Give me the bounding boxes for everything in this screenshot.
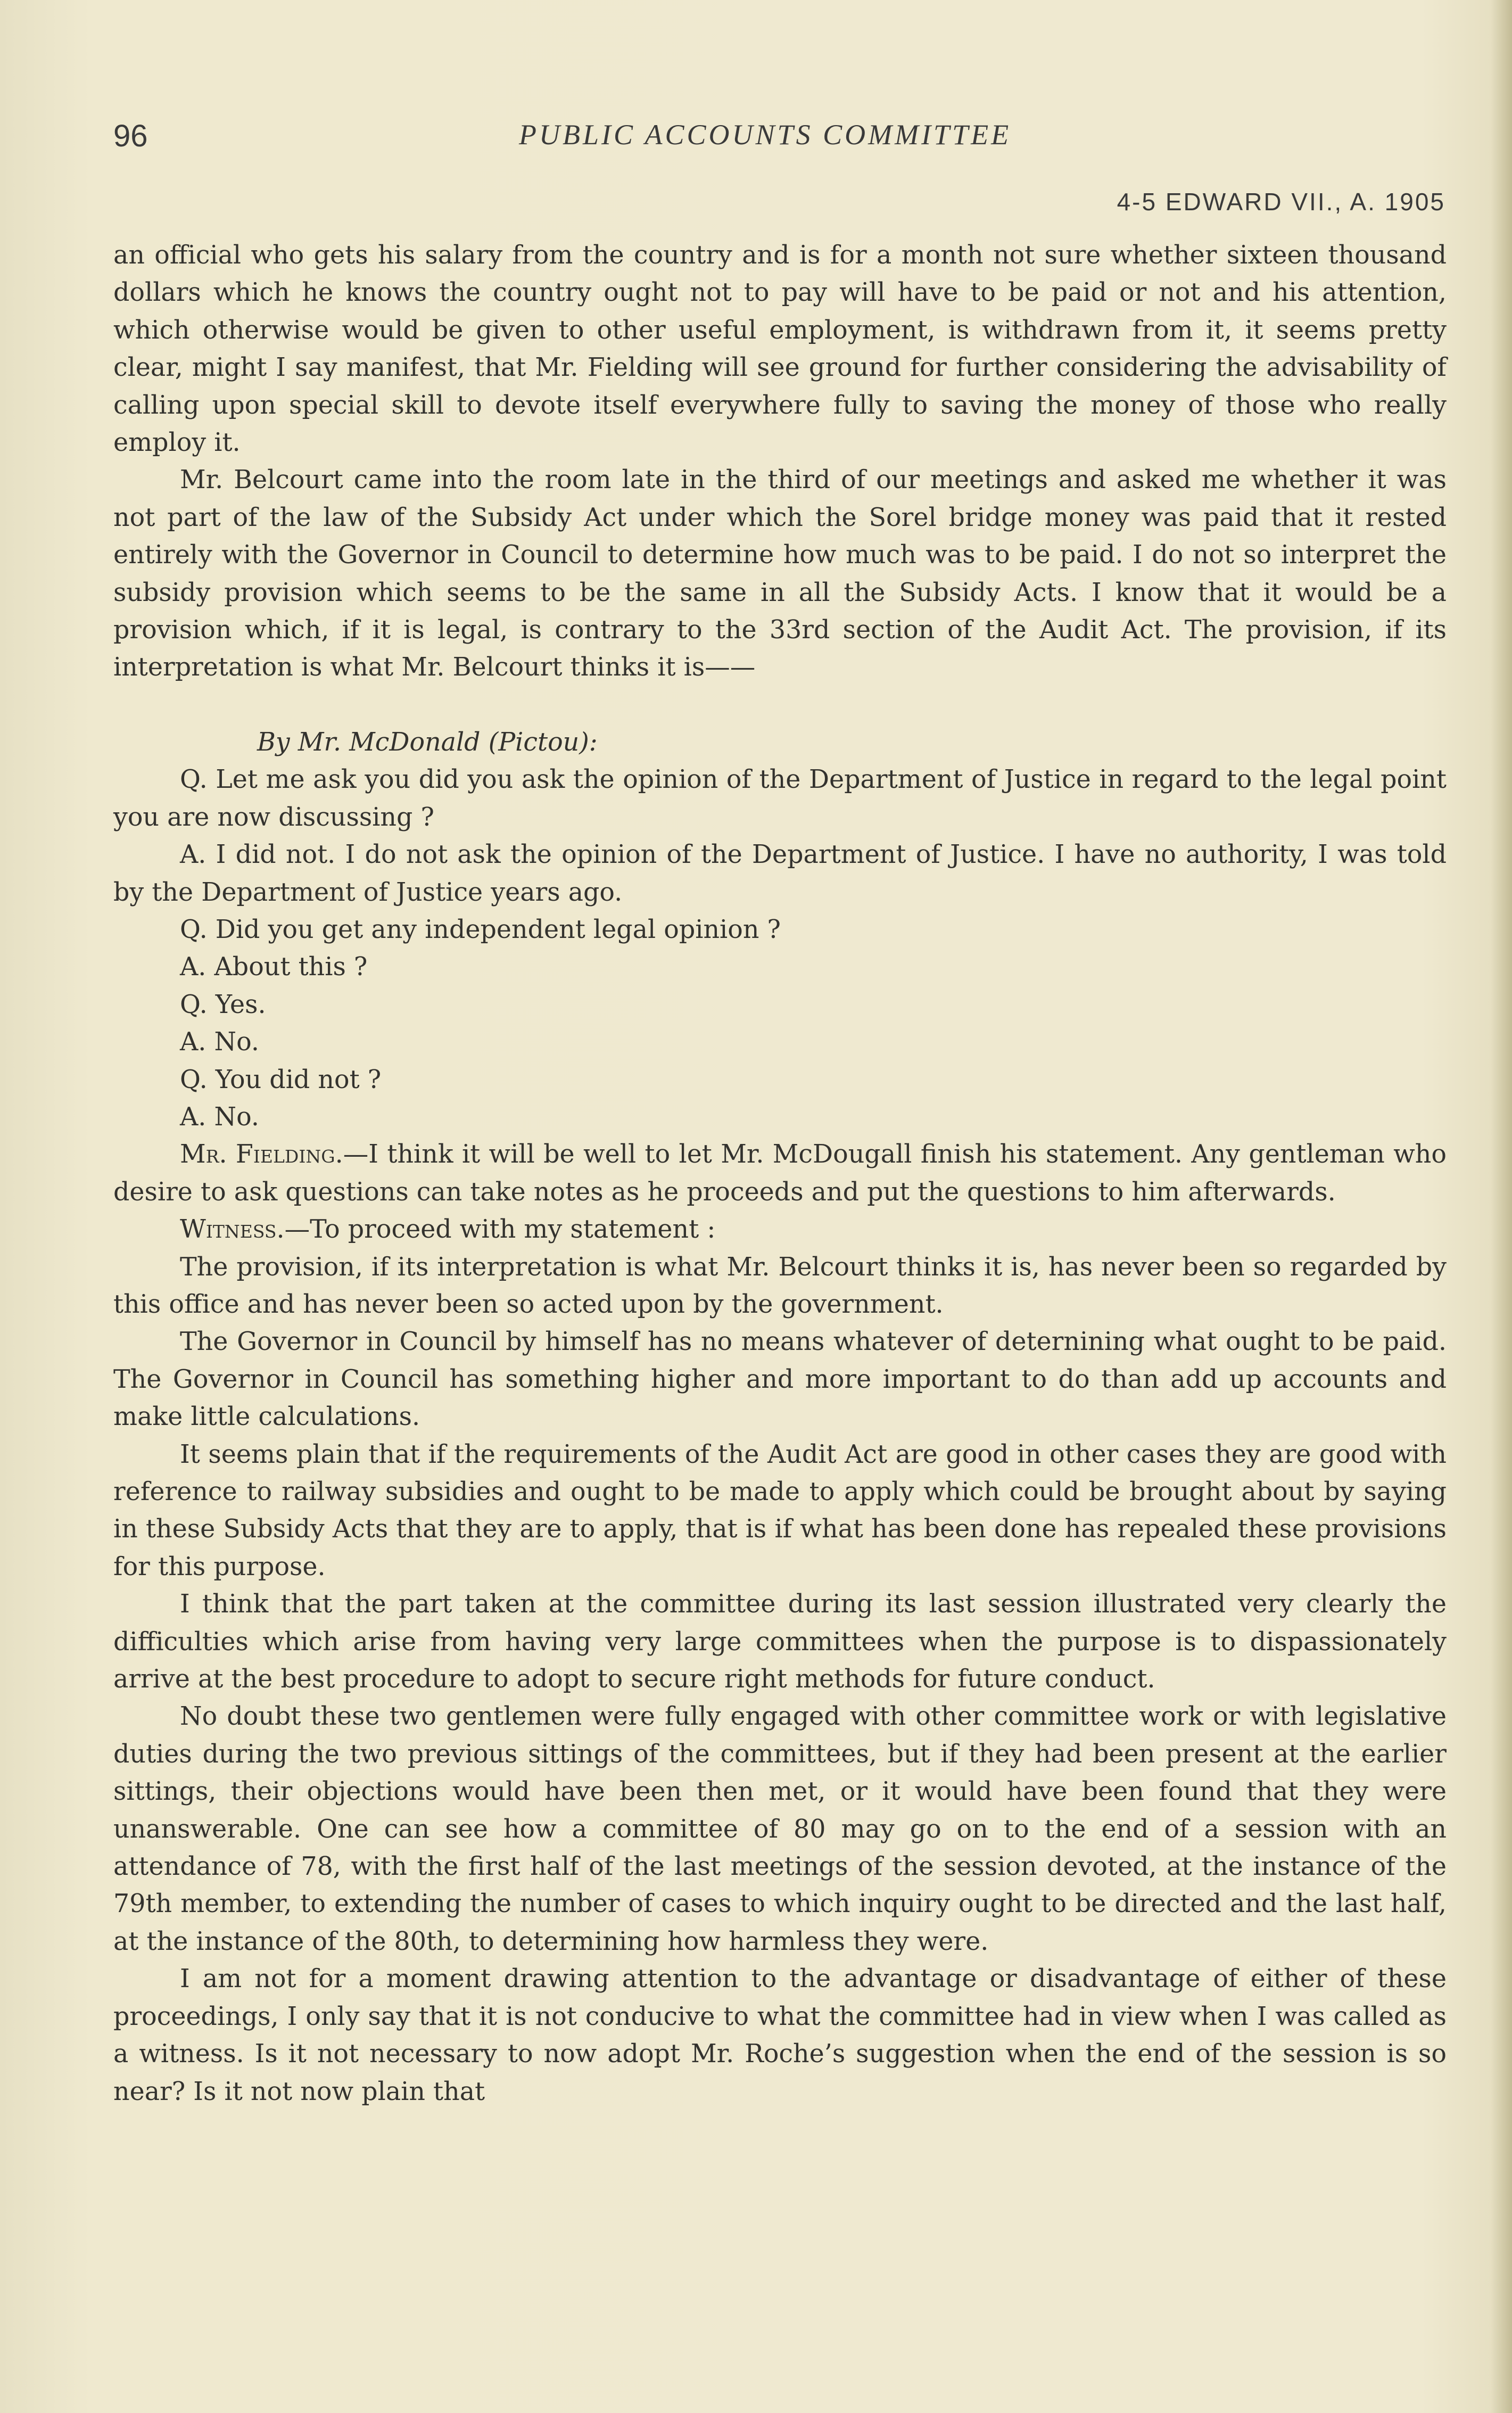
answer: A. I did not. I do not ask the opinion of the Department of Justice. I have no authority, I was told by the Department of Justice years ago.	[113, 840, 1447, 907]
question: Q. You did not ?	[180, 1065, 382, 1094]
speaker-name: Witness.	[180, 1215, 285, 1245]
question: Q. Let me ask you did you ask the opinion of the Department of Justice in regard to the legal point you are now discussing ?	[113, 765, 1447, 832]
speaker-statement	[113, 1211, 1447, 1248]
paragraph-continued: an official who gets his salary from the country and is for a month not sure whether sixteen thousand dollars which he knows the country ought not to pay will have to be paid or not and his attention, which otherwise would be given to other useful employment, is withdrawn from it, it seems pretty clear, might I say manifest, that Mr. Fielding will see ground for further considering the advisability of calling upon special skill to devote itself everywhere fully to saving the money of those who really employ it.	[113, 241, 1447, 458]
paragraph: I think that the part taken at the committee during its last session illustrated very clearly the difficulties which arise from having very large committees when the purpose is to dispassionately arrive at the best procedure to adopt to secure right methods for future conduct.	[113, 1590, 1447, 1694]
answer: A. No.	[180, 1027, 259, 1057]
paragraph: I am not for a moment drawing attention to the advantage or disadvantage of either of these proceedings, I only say that it is not conducive to what the committee had in view when I was called as a witness. Is it not necessary to now adopt Mr. Roche’s suggestion when the end of the session is so near? Is it not now plain that	[113, 1964, 1447, 2106]
answer: A. No.	[180, 1102, 259, 1132]
paragraph: The Governor in Council by himself has no means whatever of deternining what ought to be paid. The Governor in Council has something higher and more important to do than add up accounts and make little calculations.	[113, 1327, 1447, 1432]
edition-line: 4-5 EDWARD VII., A. 1905	[1117, 188, 1445, 216]
running-head: PUBLIC ACCOUNTS COMMITTEE	[519, 119, 1012, 151]
question: Q. Did you get any independent legal opinion ?	[180, 915, 781, 944]
page-number: 96	[113, 119, 148, 153]
answer: A. About this ?	[180, 952, 368, 982]
speaker-name: Mr. Fielding.	[180, 1140, 343, 1170]
speaker-text: —I think it will be well to let Mr. McDougall finish his statement. Any gentleman who desire to ask questions can take notes as he proceeds and put the questions to him afterwards.	[113, 1140, 1447, 1207]
speaker-statement	[113, 1136, 1447, 1211]
paragraph: Mr. Belcourt came into the room late in the third of our meetings and asked me whether it was not part of the law of the Subsidy Act under which the Sorel bridge money was paid that it rested entirely with the Governor in Council to determine how much was to be paid. I do not so interpret the subsidy provision which seems to be the same in all the Subsidy Acts. I know that it would be a provision which, if it is legal, is contrary to the 33rd section of the Audit Act. The provision, if its interpretation is what Mr. Belcourt thinks it is——	[113, 465, 1447, 682]
paragraph: It seems plain that if the requirements of the Audit Act are good in other cases they are good with reference to railway subsidies and ought to be made to apply which could be brought about by saying in these Subsidy Acts that they are to apply, that is if what has been done has repealed these provisions for this purpose.	[113, 1439, 1447, 1582]
paragraph: No doubt these two gentlemen were fully engaged with other committee work or with legislative duties during the two previous sittings of the committees, but if they had been present at the earlier sittings, their objections would have been then met, or it would have been found that they were unanswerable. One can see how a committee of 80 may go on to the end of a session with an attendance of 78, with the first half of the last meetings of the session devoted, at the instance of the 79th member, to extending the number of cases to which inquiry ought to be directed and the last half, at the instance of the 80th, to determining how harmless they were.	[113, 1702, 1447, 1956]
examiner-heading: By Mr. McDonald (Pictou):	[257, 727, 598, 757]
speaker-text: —To proceed with my statement :	[284, 1215, 716, 1245]
page-spine-shadow	[1491, 0, 1512, 2413]
paragraph: The provision, if its interpretation is what Mr. Belcourt thinks it is, has never been so regarded by this office and has never been so acted upon by the government.	[113, 1252, 1447, 1319]
body-text	[113, 237, 1447, 2111]
question: Q. Yes.	[180, 990, 266, 1019]
